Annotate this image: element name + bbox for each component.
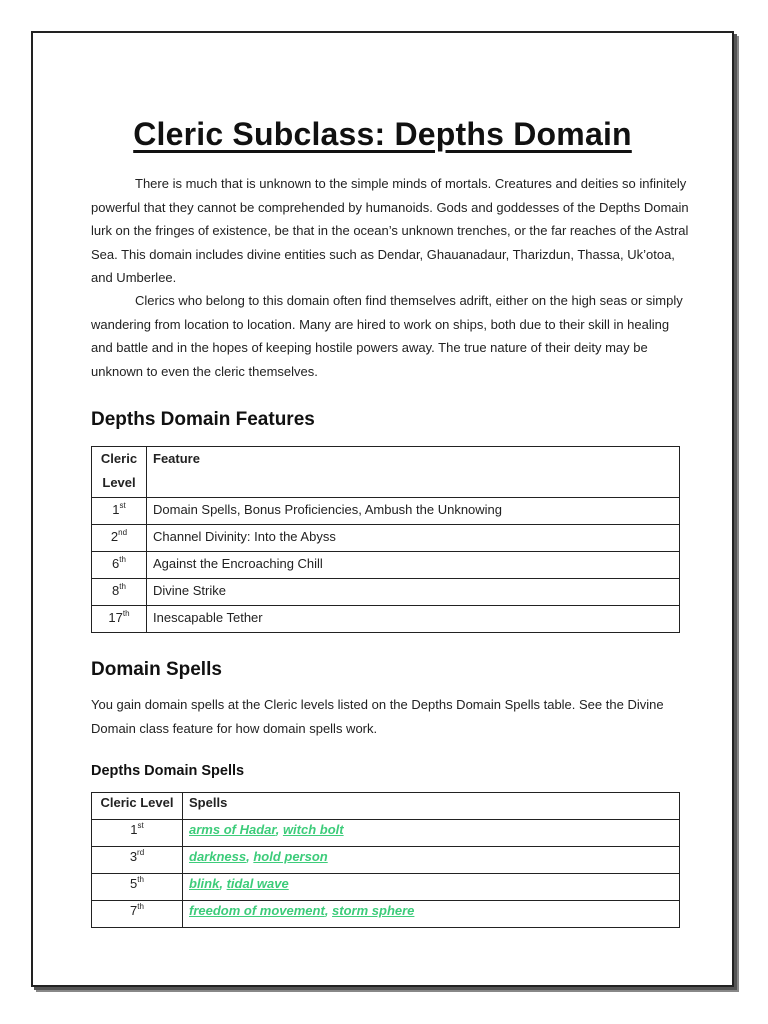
level-cell (92, 874, 183, 901)
table-row (92, 579, 680, 606)
table-row (92, 525, 680, 552)
level-suffix: th (122, 609, 130, 618)
level-suffix: th (137, 875, 144, 884)
spells-cell (183, 874, 680, 901)
level-cell (92, 606, 147, 633)
spell-link[interactable]: blink (189, 876, 220, 891)
spell-link[interactable]: tidal wave (226, 876, 289, 891)
level-number: 1 (112, 502, 120, 517)
col-spells: Spells (183, 793, 680, 820)
spell-separator: , (275, 822, 283, 837)
spells-cell (183, 901, 680, 928)
spell-separator: , (246, 849, 254, 864)
table-row (92, 552, 680, 579)
feature-cell: Domain Spells, Bonus Proficiencies, Ambush the Unknowing (147, 498, 680, 525)
feature-cell: Divine Strike (147, 579, 680, 606)
level-cell (92, 820, 183, 847)
spell-separator: , (219, 876, 227, 891)
col-cleric-level: Cleric Level (92, 447, 147, 498)
level-number: 2 (110, 529, 119, 544)
spells-table-heading: Depths Domain Spells (91, 763, 245, 779)
features-heading: Depths Domain Features (91, 409, 315, 430)
table-row (92, 606, 680, 633)
level-cell (92, 498, 147, 525)
spell-link[interactable]: storm sphere (332, 903, 415, 918)
level-cell (92, 847, 183, 874)
level-suffix: th (137, 902, 144, 911)
table-row (92, 901, 680, 928)
level-number: 8 (112, 583, 120, 598)
col-feature: Feature (147, 447, 680, 498)
spell-link[interactable]: darkness (189, 849, 247, 864)
feature-cell: Inescapable Tether (147, 606, 680, 633)
feature-cell: Channel Divinity: Into the Abyss (147, 525, 680, 552)
level-suffix: st (137, 821, 144, 830)
level-number: 5 (130, 876, 138, 891)
domain-spells-heading: Domain Spells (91, 659, 222, 680)
spell-link[interactable]: witch bolt (282, 822, 344, 837)
spells-cell (183, 820, 680, 847)
spell-link[interactable]: arms of Hadar (189, 822, 276, 837)
spell-link[interactable]: hold person (253, 849, 328, 864)
table-row (92, 820, 680, 847)
level-number: 1 (130, 822, 138, 837)
level-suffix: th (119, 582, 126, 591)
table-row (92, 874, 680, 901)
table-row (92, 847, 680, 874)
spells-cell (183, 847, 680, 874)
features-table-header (92, 447, 680, 498)
table-row (92, 498, 680, 525)
level-suffix: nd (118, 528, 128, 537)
level-cell (92, 901, 183, 928)
spells-table (91, 792, 680, 928)
features-table (91, 446, 680, 633)
domain-spells-text: You gain domain spells at the Cleric levels listed on the Depths Domain Spells table. See the Divine Domain class feature for how domain spells work. (91, 697, 664, 736)
level-suffix: th (119, 555, 126, 564)
level-number: 7 (130, 903, 138, 918)
level-cell (92, 579, 147, 606)
page-title: Cleric Subclass: Depths Domain (133, 116, 632, 153)
spells-table-header (92, 793, 680, 820)
level-suffix: rd (137, 848, 145, 857)
col-cleric-level: Cleric Level (92, 793, 183, 820)
level-number: 6 (112, 556, 120, 571)
intro-paragraph-2: Clerics who belong to this domain often find themselves adrift, either on the high seas or simply wandering from location to location. Many are hired to work on ships, both due to their skill in healing and battle and in the hopes of keeping hostile powers away. The true nature of their deity may be unknown to even the cleric themselves. (91, 293, 683, 379)
level-suffix: st (119, 501, 126, 510)
document-page (31, 31, 734, 987)
intro-paragraph-1: There is much that is unknown to the simple minds of mortals. Creatures and deities so infinitely powerful that they cannot be comprehended by humanoids. Gods and goddesses of the Depths Domain lurk on the fringes of existence, be that in the ocean’s unknown trenches, or the far reaches of the Astral Sea. This domain includes divine entities such as Dendar, Ghauanadaur, Tharizdun, Thassa, Uk’otoa, and Umberlee. (91, 176, 689, 285)
level-cell (92, 552, 147, 579)
spell-link[interactable]: freedom of movement (189, 903, 325, 918)
level-cell (92, 525, 147, 552)
spell-separator: , (324, 903, 333, 918)
level-number: 17 (108, 610, 123, 625)
feature-cell: Against the Encroaching Chill (147, 552, 680, 579)
level-number: 3 (129, 849, 138, 864)
